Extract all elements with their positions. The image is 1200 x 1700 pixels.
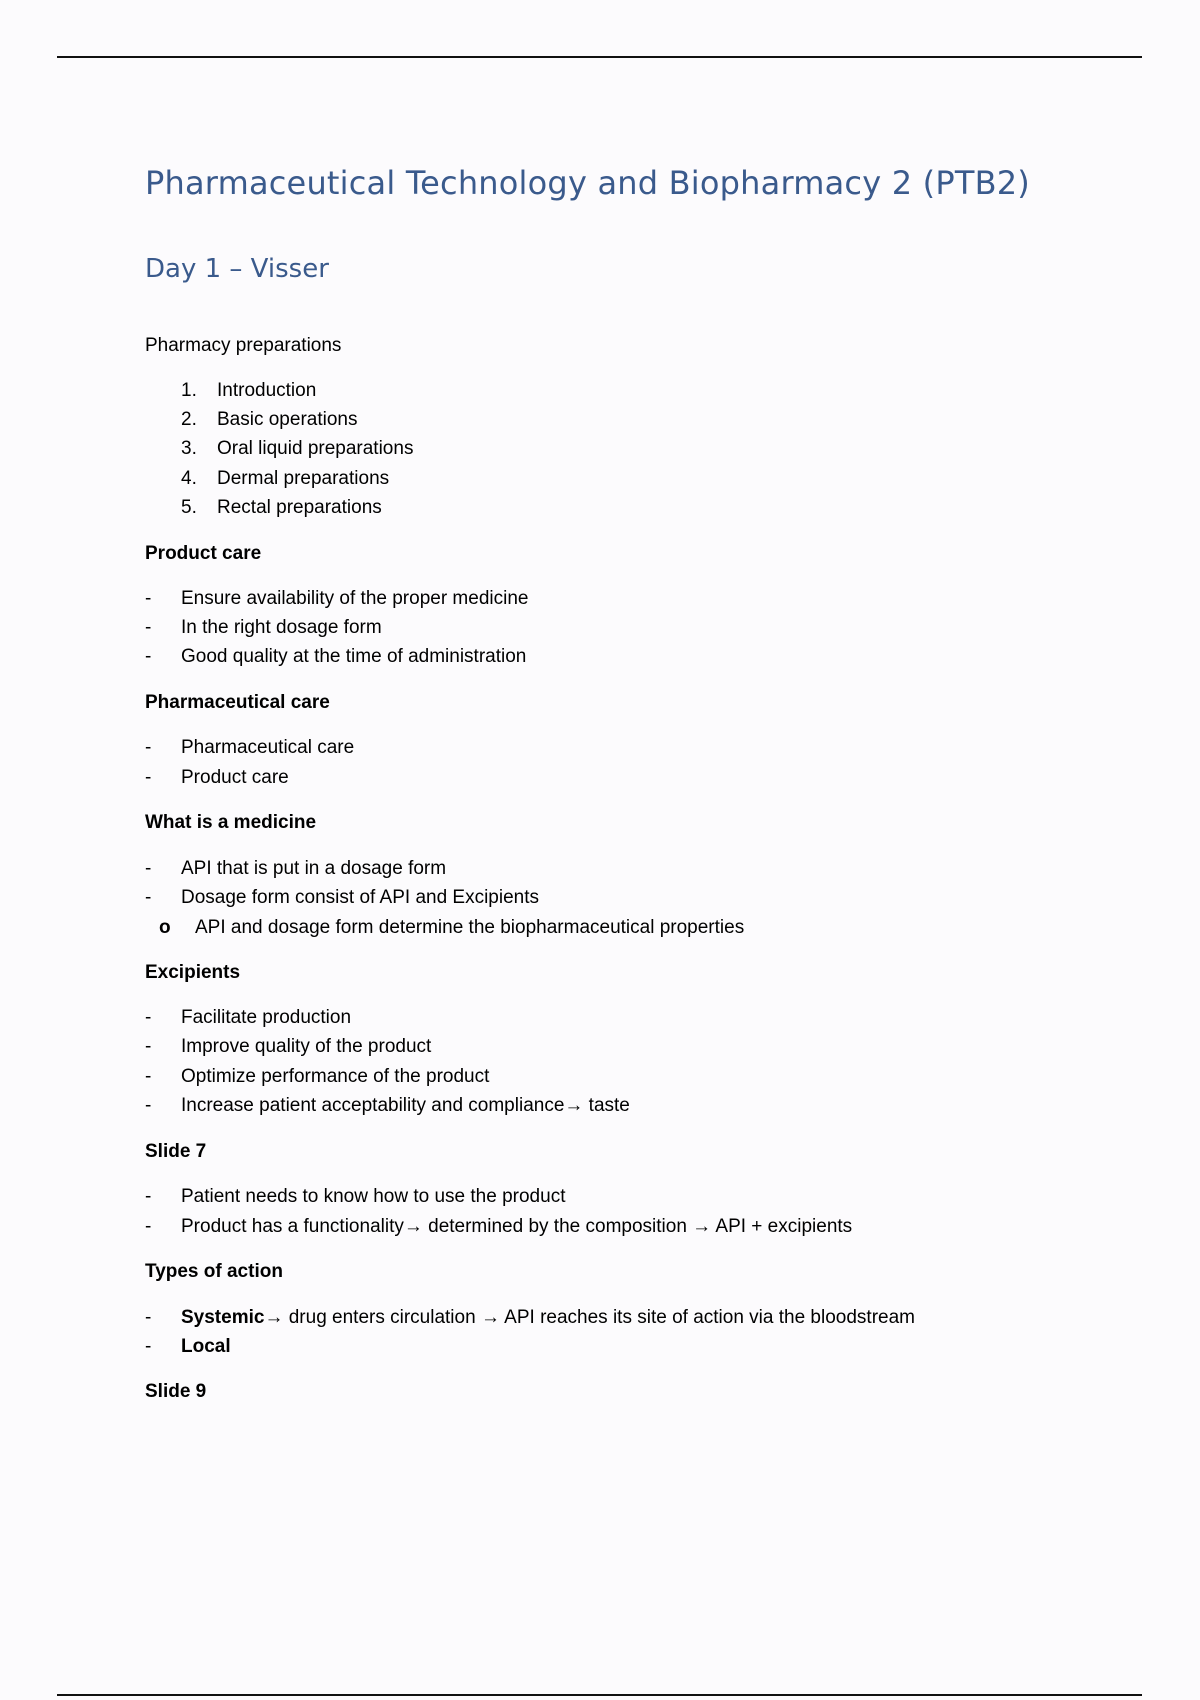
list-item-text: API that is put in a dosage form <box>181 858 447 879</box>
list-item-text: Good quality at the time of administration <box>181 646 527 667</box>
list-item-text: In the right dosage form <box>181 617 382 638</box>
dash-bullet: - <box>145 737 152 758</box>
dash-bullet: - <box>145 858 152 879</box>
dash-bullet: - <box>145 617 152 638</box>
list-number: 2. <box>181 409 197 430</box>
list-item-text: Product has a functionality→ determined by the composition → API + excipients <box>181 1216 853 1237</box>
list-item-text: Patient needs to know how to use the product <box>181 1186 566 1207</box>
dash-bullet: - <box>145 588 152 609</box>
list-item-text: Introduction <box>217 380 317 401</box>
section-heading: Types of action <box>145 1261 283 1282</box>
document-subtitle: Day 1 – Visser <box>145 254 329 284</box>
list-number: 3. <box>181 438 197 459</box>
footer-rule <box>57 1694 1142 1696</box>
list-item-text <box>181 1307 915 1329</box>
list-number: 4. <box>181 468 197 489</box>
section-heading: Slide 9 <box>145 1381 207 1402</box>
list-number: 5. <box>181 497 197 518</box>
systemic-description: drug enters circulation → API reaches its site of action via the bloodstream <box>283 1307 915 1328</box>
dash-bullet: - <box>145 767 152 788</box>
dash-bullet: - <box>145 1336 152 1357</box>
list-item-text: Improve quality of the product <box>181 1036 432 1057</box>
list-item-text: Dermal preparations <box>217 468 390 489</box>
list-number: 1. <box>181 380 197 401</box>
sub-list-item-text: API and dosage form determine the biopharmaceutical properties <box>195 917 745 938</box>
list-item-text: Ensure availability of the proper medicine <box>181 588 529 609</box>
list-item-text: Rectal preparations <box>217 497 382 518</box>
list-item-text: Optimize performance of the product <box>181 1066 490 1087</box>
dash-bullet: - <box>145 1095 152 1116</box>
sub-bullet: o <box>159 917 171 938</box>
dash-bullet: - <box>145 1036 152 1057</box>
list-item-text: Increase patient acceptability and compliance→ taste <box>181 1095 630 1116</box>
list-item-text: Basic operations <box>217 409 358 430</box>
section-heading: Product care <box>145 543 262 564</box>
list-item-text: Oral liquid preparations <box>217 438 414 459</box>
dash-bullet: - <box>145 1186 152 1207</box>
document-title: Pharmaceutical Technology and Biopharmacy 2 (PTB2) <box>145 164 1030 202</box>
intro-text: Pharmacy preparations <box>145 335 342 356</box>
dash-bullet: - <box>145 1216 152 1237</box>
list-item-text: Facilitate production <box>181 1007 352 1028</box>
section-heading: Pharmaceutical care <box>145 692 330 713</box>
list-item-text: Product care <box>181 767 289 788</box>
header-rule <box>57 56 1142 58</box>
dash-bullet: - <box>145 646 152 667</box>
dash-bullet: - <box>145 1066 152 1087</box>
list-item-text: Pharmaceutical care <box>181 737 355 758</box>
dash-bullet: - <box>145 887 152 908</box>
list-item-text <box>181 1336 231 1358</box>
list-item-text: Dosage form consist of API and Excipients <box>181 887 540 908</box>
local-label: Local <box>181 1336 231 1357</box>
systemic-label: Systemic→ <box>181 1307 284 1328</box>
section-heading: Slide 7 <box>145 1141 207 1162</box>
section-heading: What is a medicine <box>145 812 317 833</box>
dash-bullet: - <box>145 1007 152 1028</box>
section-heading: Excipients <box>145 962 241 983</box>
dash-bullet: - <box>145 1307 152 1328</box>
